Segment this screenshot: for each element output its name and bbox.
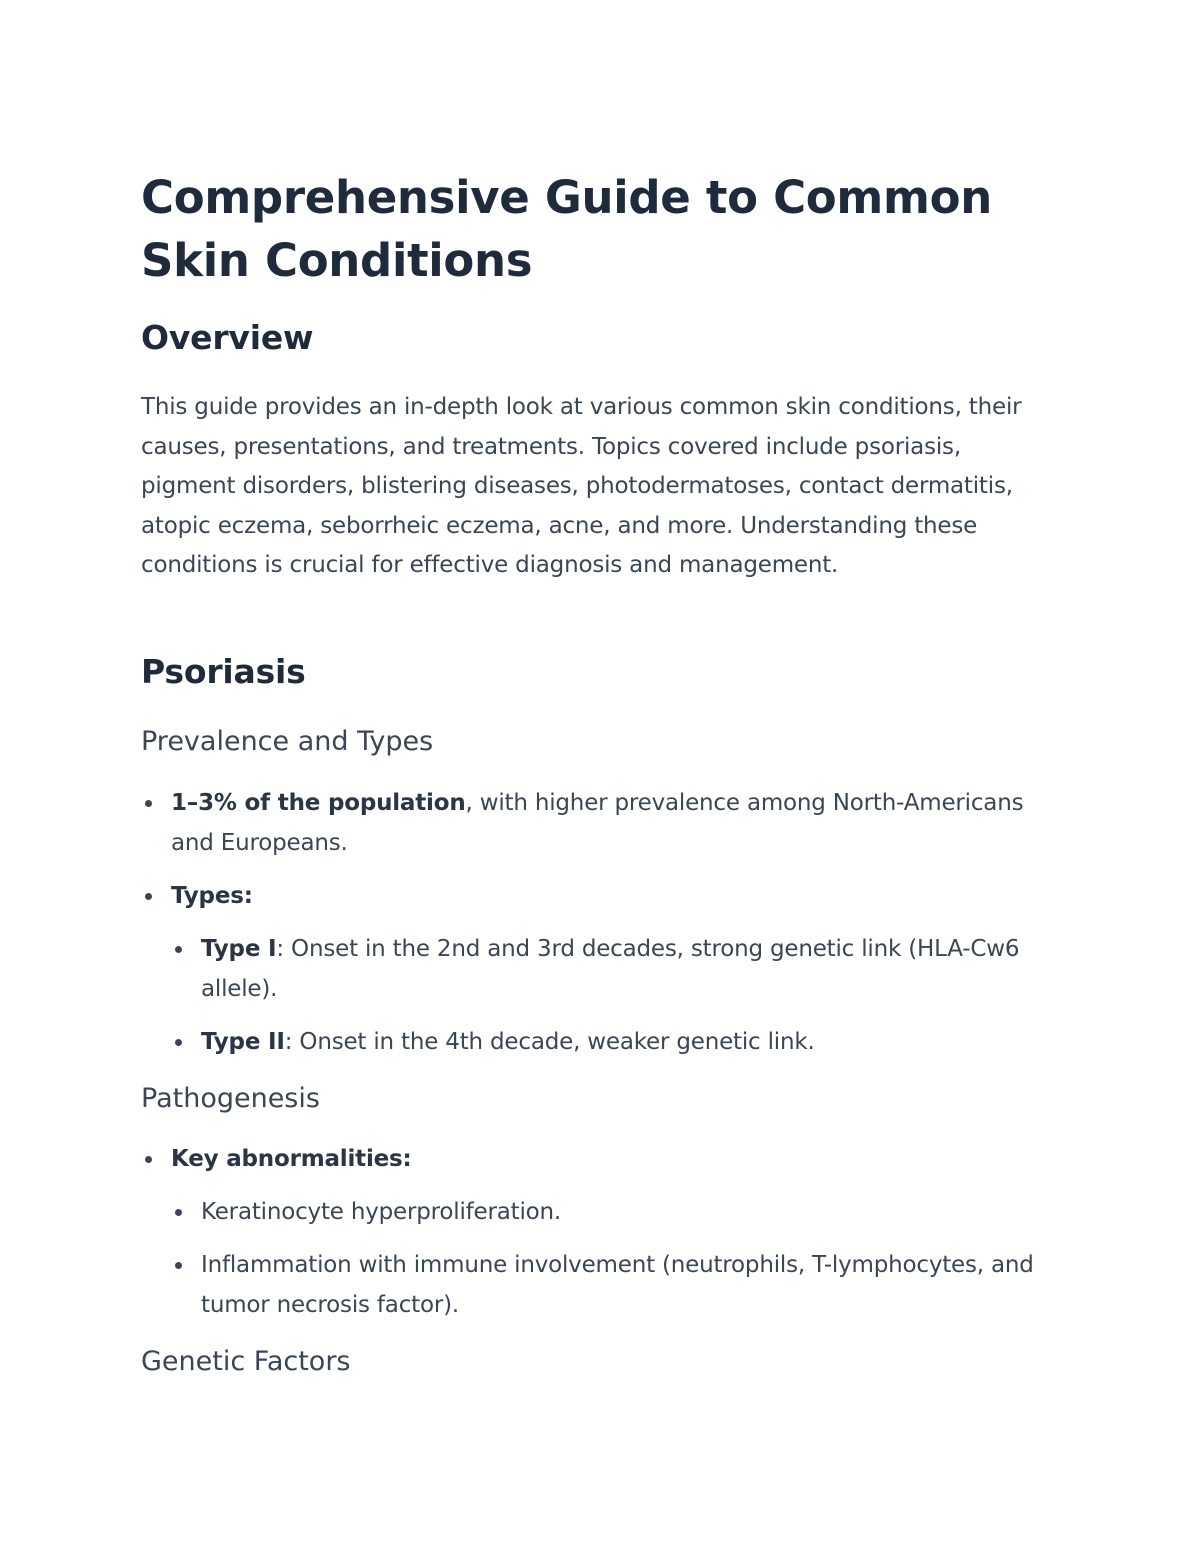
type-2-text: : Onset in the 4th decade, weaker genetic link. [284, 1029, 815, 1055]
type-1-label: Type I [201, 936, 277, 962]
list-item-key-abnormalities [171, 1139, 1031, 1179]
list-item-hyperproliferation [201, 1192, 1041, 1232]
inflammation-text: Inflammation with immune involvement (neutrophils, T-lymphocytes, and tumor necrosis factor). [201, 1252, 1034, 1318]
types-label: Types: [171, 883, 253, 909]
prevalence-text: , with higher prevalence among North-Americans and Europeans. [171, 790, 1024, 856]
psoriasis-heading: Psoriasis [141, 652, 306, 691]
prevalence-bold: 1–3% of the population [171, 790, 466, 816]
list-item-prevalence [171, 783, 1031, 863]
overview-heading: Overview [141, 318, 314, 357]
hyperproliferation-text: Keratinocyte hyperproliferation. [201, 1199, 561, 1225]
key-abnormalities-label: Key abnormalities: [171, 1146, 412, 1172]
list-item-type-2 [201, 1022, 1041, 1062]
prevalence-heading: Prevalence and Types [141, 726, 434, 757]
pathogenesis-heading: Pathogenesis [141, 1083, 320, 1114]
list-item-inflammation [201, 1245, 1041, 1325]
list-item-types [171, 876, 1031, 916]
type-1-text: : Onset in the 2nd and 3rd decades, strong genetic link (HLA-Cw6 allele). [201, 936, 1020, 1002]
overview-paragraph: This guide provides an in-depth look at various common skin conditions, their causes, presentations, and treatments. Topics covered include psoriasis, pigment disorders, blistering diseases, photodermatoses, contact dermatitis, atopic eczema, seborrheic eczema, acne, and more. Understanding these conditions is crucial for effective diagnosis and management. [141, 394, 1022, 578]
genetic-factors-heading: Genetic Factors [141, 1346, 351, 1377]
list-item-type-1 [201, 929, 1041, 1009]
type-2-label: Type II [201, 1029, 285, 1055]
document-title: Comprehensive Guide to Common Skin Conditions [141, 171, 992, 287]
